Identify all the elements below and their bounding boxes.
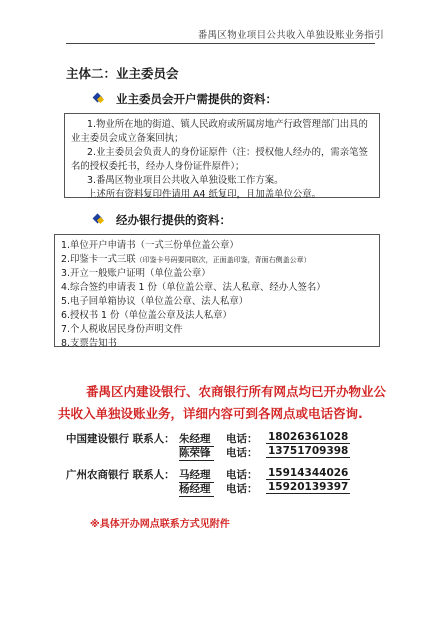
footnote: ※具体开办网点联系方式见附件 (90, 519, 230, 530)
bank-item-6 (61, 309, 373, 323)
contact-name: 陈荣锋 (179, 445, 214, 461)
diamond-bullet-icon (92, 214, 106, 226)
section1-heading-label: 业主委员会开户需提供的资料： (116, 92, 277, 106)
bank-item-text: 4.综合签约申请表 1 份（单位盖公章、法人私章、经办人签名） (61, 282, 326, 293)
bank-item-5 (61, 295, 373, 309)
phone-number: 15914344026 (268, 467, 349, 479)
section1-heading (92, 91, 277, 107)
phone-label: 电话： (226, 433, 258, 445)
bank-materials-box (54, 234, 380, 347)
contact-name: 杨经理 (179, 481, 214, 497)
bank-item-1 (61, 239, 373, 253)
bank-item-2 (61, 253, 373, 267)
owner-committee-materials-box (64, 113, 380, 198)
phone-label: 电话： (226, 469, 258, 481)
bank-item-8 (61, 337, 373, 351)
materials-paragraph-2: 2.业主委员会负责人的身份证原件（注：授权他人经办的，需亲笔签名的授权委托书，经办人身份证件原件）； (71, 147, 368, 172)
bank-name: 广州农商银行 联系人： (66, 469, 175, 481)
bank-item-text: 6.授权书 1 份（单位盖公章及法人私章） (61, 310, 232, 321)
bank-item-text: 1.单位开户申请书（一式三份单位盖公章） (61, 240, 239, 251)
bank-item-text: 5.电子回单箱协议（单位盖公章、法人私章） (61, 296, 249, 307)
bank-item-text: 7.个人税收居民身份声明文件 (61, 324, 183, 335)
phone-label: 电话： (226, 483, 258, 495)
phone-label: 电话： (226, 447, 258, 459)
header-rule (66, 43, 375, 44)
bank-item-3 (61, 267, 373, 281)
bank-notice (58, 381, 387, 425)
section2-heading (92, 212, 231, 228)
contact-name: 马经理 (179, 467, 214, 483)
bank-name: 中国建设银行 联系人： (66, 433, 175, 445)
notice-line-1: 番禺区内建设银行、农商银行所有网点均已开办物业公 (86, 384, 387, 399)
bank-item-text: 3.开立一般账户证明（单位盖公章） (61, 268, 211, 279)
notice-line-2: 共收入单独设账业务，详细内容可到各网点或电话咨询. (58, 406, 363, 421)
section-title: 主体二：业主委员会 (66, 66, 179, 81)
phone-number: 13751709398 (268, 445, 349, 457)
bank-item-note: （印鉴卡号码要同联次，正面盖印鉴，背面右侧盖公章） (135, 256, 311, 264)
materials-paragraph-4: 上述所有资料复印件请用 A4 纸复印，且加盖单位公章。 (87, 189, 321, 200)
section2-heading-label: 经办银行提供的资料： (116, 213, 231, 227)
diamond-bullet-icon (92, 93, 106, 105)
materials-paragraph-3: 3.番禺区物业项目公共收入单独设账工作方案。 (87, 175, 284, 186)
bank-item-4 (61, 281, 373, 295)
bank-item-text: 8.支票告知书 (61, 338, 117, 349)
phone-number: 15920139397 (268, 481, 349, 493)
bank-item-7 (61, 323, 373, 337)
contact-name: 朱经理 (179, 431, 214, 447)
phone-number: 18026361028 (268, 431, 349, 443)
materials-paragraph-1: 1.物业所在地的街道、镇人民政府或所属房地产行政管理部门出具的业主委员会成立备案回执； (71, 119, 368, 144)
bank-item-text: 2.印鉴卡一式三联 (61, 254, 136, 265)
page-header: 番禺区物业项目公共收入单独设账业务指引 (197, 30, 384, 41)
